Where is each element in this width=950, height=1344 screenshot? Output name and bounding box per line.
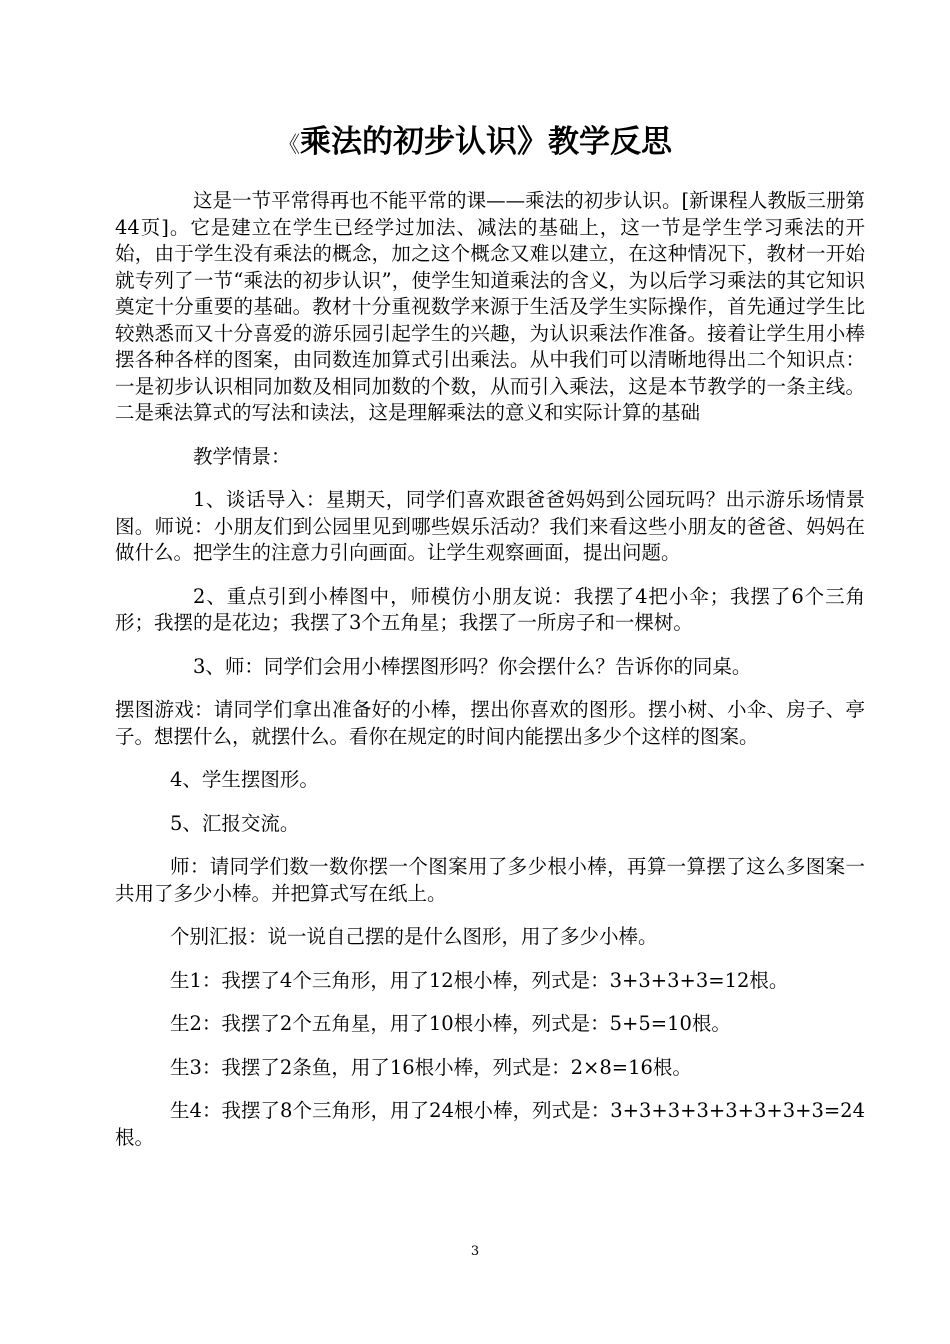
student-4-paragraph: 生4：我摆了8个三角形，用了24根小棒，列式是：3+3+3+3+3+3+3+3=24根。 xyxy=(115,1099,865,1149)
intro-paragraph: 这是一节平常得再也不能平常的课——乘法的初步认识。[新课程人教版三册第44页]。它是建立在学生已经学过加法、减法的基础上，这一节是学生学习乘法的开始，由于学生没有乘法的概念，加之这个概念又难以建立，在这种情况下，教材一开始就专列了一节“乘法的初步认识”，使学生知道乘法的含义，为以后学习乘法的其它知识奠定十分重要的基础。教材十分重视数学来源于生活及学生实际操作，首先通过学生比较熟悉而又十分喜爱的游乐园引起学生的兴趣，为认识乘法作准备。接着让学生用小棒摆各种各样的图案，由同数连加算式引出乘法。从中我们可以清晰地得出二个知识点：一是初步认识相同加数及相同加数的个数，从而引入乘法，这是本节教学的一条主线。二是乘法算式的写法和读法，这是理解乘法的意义和实际计算的基础 xyxy=(115,189,865,424)
document-body xyxy=(115,188,865,1151)
section-heading-teaching-scene: 教学情景： xyxy=(193,444,291,468)
step-1-paragraph: 1、谈话导入：星期天，同学们喜欢跟爸爸妈妈到公园玩吗？出示游乐场情景图。师说：小朋友们到公园里见到哪些娱乐活动？我们来看这些小朋友的爸爸、妈妈在做什么。把学生的注意力引向画面。让学生观察画面，提出问题。 xyxy=(115,488,865,564)
individual-report-paragraph: 个别汇报：说一说自己摆的是什么图形，用了多少小棒。 xyxy=(170,925,658,948)
step-5-paragraph: 5、汇报交流。 xyxy=(170,811,300,835)
step-3-paragraph: 3、师：同学们会用小棒摆图形吗？你会摆什么？告诉你的同桌。 xyxy=(193,654,752,678)
student-2-paragraph: 生2：我摆了2个五角星，用了10根小棒，列式是：5+5=10根。 xyxy=(170,1012,731,1035)
title-open-mark: 《 xyxy=(277,133,300,158)
game-paragraph: 摆图游戏：请同学们拿出准备好的小棒，摆出你喜欢的图形。摆小树、小伞、房子、亭子。想摆什么，就摆什么。看你在规定的时间内能摆出多少个这样的图案。 xyxy=(115,698,865,748)
student-3-paragraph: 生3：我摆了2条鱼，用了16根小棒，列式是：2×8=16根。 xyxy=(170,1055,692,1079)
title-text: 乘法的初步认识》教学反思 xyxy=(300,124,672,160)
document-title xyxy=(0,122,950,166)
teacher-instruction-paragraph: 师：请同学们数一数你摆一个图案用了多少根小棒，再算一算摆了这么多图案一共用了多少小棒。并把算式写在纸上。 xyxy=(115,855,865,905)
page-number: 3 xyxy=(470,1244,480,1259)
step-2-paragraph: 2、重点引到小棒图中，师模仿小朋友说：我摆了4把小伞；我摆了6个三角形；我摆的是花边；我摆了3个五角星；我摆了一所房子和一棵树。 xyxy=(115,584,865,634)
step-4-paragraph: 4、学生摆图形。 xyxy=(170,768,319,791)
student-1-paragraph: 生1：我摆了4个三角形，用了12根小棒，列式是：3+3+3+3=12根。 xyxy=(170,968,789,992)
